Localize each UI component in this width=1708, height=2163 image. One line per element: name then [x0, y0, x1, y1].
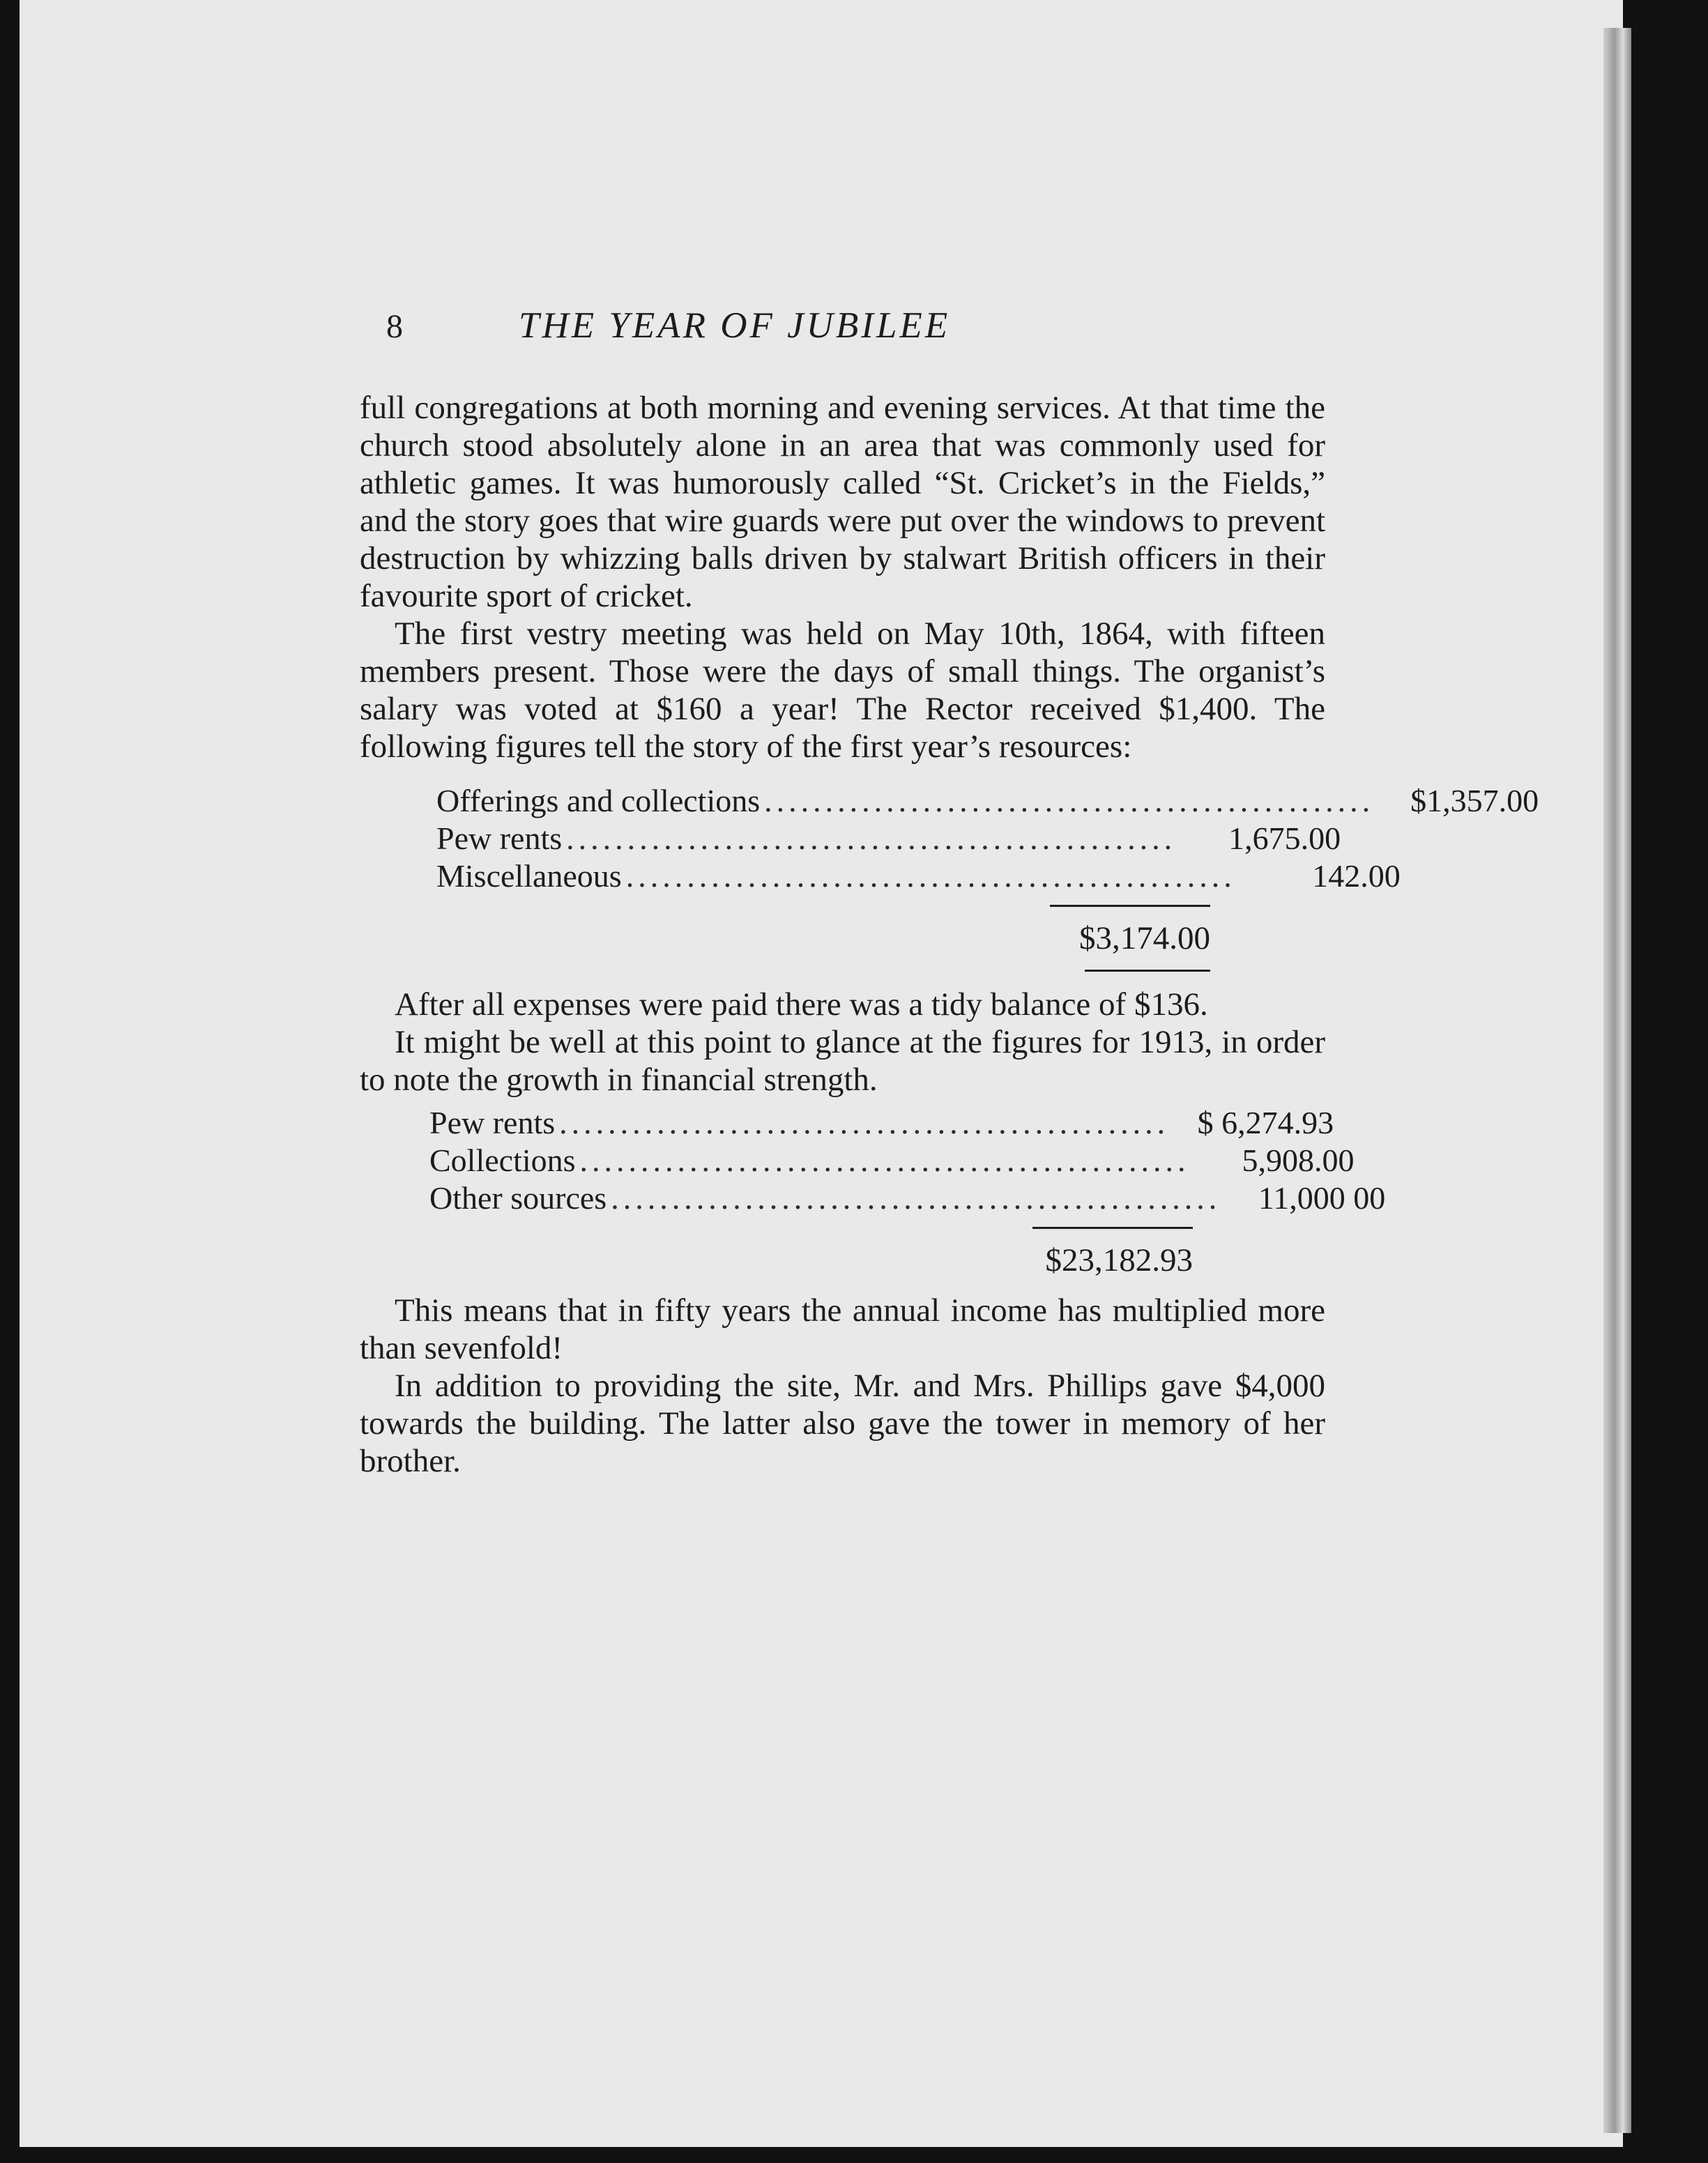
- paragraph-2: The first vestry meeting was held on May 10th, 1864, with fifteen members present. Those were the days of small things. The organist’s salary was voted at $160 a year! The Rector received $1,400. The following figures tell the story of the first year’s resources:: [360, 616, 1325, 765]
- paragraph-4: It might be well at this point to glance at the figures for 1913, in order to note the growth in financial strength.: [360, 1024, 1325, 1098]
- paragraph-6: In addition to providing the site, Mr. and Mrs. Phillips gave $4,000 towards the building. The latter also gave the tower in memory of her brother.: [360, 1368, 1325, 1479]
- ledger-row: [429, 1142, 1355, 1179]
- page-edge: [1603, 28, 1631, 2133]
- page-number: 8: [386, 308, 403, 345]
- ledger-total: $23,182.93: [1045, 1242, 1193, 1278]
- ledger-label: Miscellaneous: [436, 858, 622, 894]
- dot-leader: ..................................................: [764, 783, 1375, 818]
- dot-leader: ..................................................: [625, 858, 1236, 894]
- ledger-row: [436, 820, 1341, 857]
- sum-rule: [1032, 1227, 1193, 1229]
- ledger-label: Offerings and collections: [436, 783, 761, 818]
- dot-leader: ..................................................: [611, 1180, 1221, 1216]
- paragraph-3: After all expenses were paid there was a tidy balance of $136.: [395, 986, 1208, 1023]
- page-header: [360, 307, 1325, 362]
- dot-leader: ..................................................: [566, 820, 1177, 856]
- ledger-label: Pew rents: [429, 1105, 556, 1140]
- ledger-row: [429, 1179, 1386, 1217]
- ledger-label: Pew rents: [436, 820, 563, 856]
- ledger-amount: 1,675.00: [1228, 820, 1341, 856]
- ledger-row: [429, 1104, 1334, 1142]
- dot-leader: ..................................................: [559, 1105, 1170, 1140]
- ledger-row: [436, 782, 1539, 820]
- dot-leader: ..................................................: [579, 1142, 1190, 1178]
- sum-rule: [1050, 905, 1210, 907]
- ledger-label: Other sources: [429, 1180, 607, 1216]
- ledger-row: [436, 857, 1401, 895]
- page-content: [360, 305, 1539, 1480]
- ledger-amount: $ 6,274.93: [1197, 1105, 1334, 1140]
- ledger-label: Collections: [429, 1142, 576, 1178]
- paragraph-1: full congregations at both morning and evening services. At that time the church stood absolutely alone in an area that was commonly used for athletic games. It was humorously called “St. Cricket’s in the Fields,” and the story goes that wire guards were put over the windows to prevent destruction by whizzing balls driven by stalwart British officers in their favourite sport of cricket.: [360, 390, 1325, 614]
- total-rule: [1085, 970, 1210, 972]
- ledger-amount: $1,357.00: [1410, 783, 1539, 818]
- ledger-amount: 11,000 00: [1258, 1180, 1386, 1216]
- ledger-total: $3,174.00: [1079, 920, 1210, 956]
- paragraph-5: This means that in fifty years the annual income has multiplied more than sevenfold!: [360, 1292, 1325, 1366]
- ledger-first-year: [436, 782, 1539, 972]
- ledger-1913: [429, 1104, 1386, 1279]
- ledger-amount: 5,908.00: [1242, 1142, 1355, 1178]
- ledger-amount: 142.00: [1312, 858, 1401, 894]
- running-title: THE YEAR OF JUBILEE: [519, 305, 951, 346]
- book-page: [20, 0, 1623, 2147]
